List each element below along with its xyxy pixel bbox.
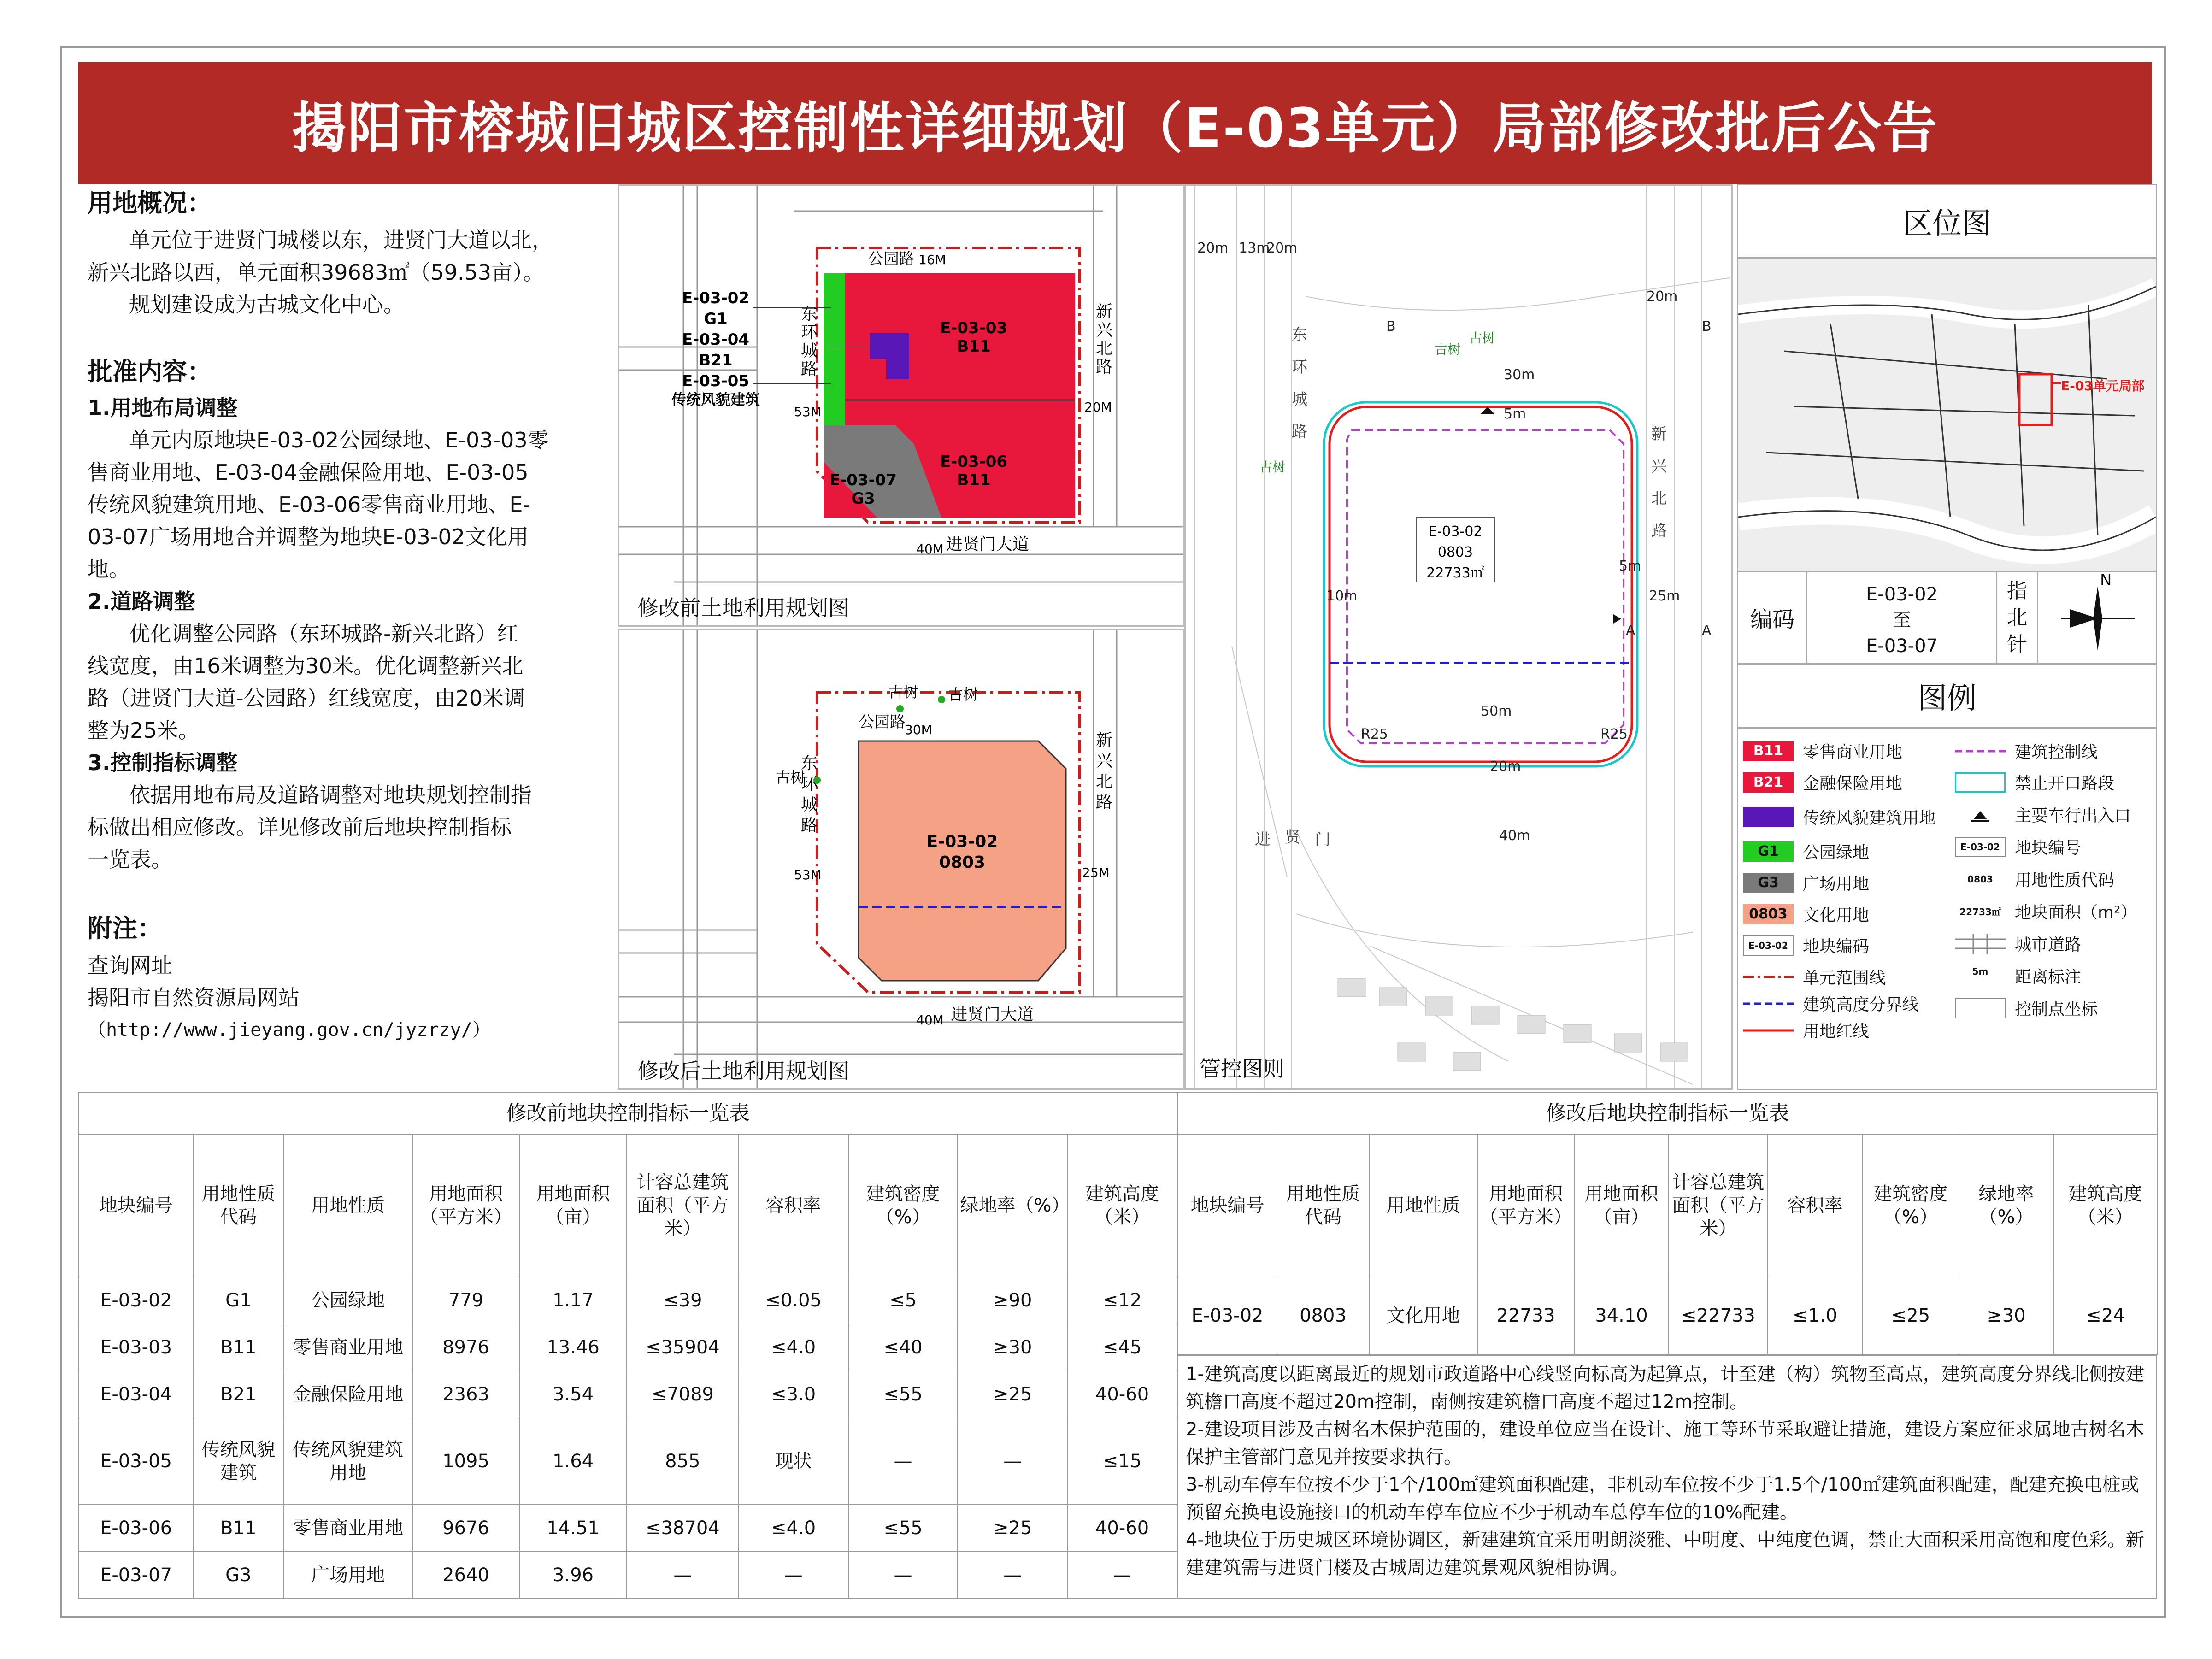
plot-label: E-03-04 bbox=[682, 330, 750, 349]
svg-text:路: 路 bbox=[1096, 793, 1113, 812]
svg-text:新: 新 bbox=[1096, 302, 1113, 321]
column-header: 用地性质 bbox=[284, 1134, 412, 1277]
approval-heading: 批准内容： bbox=[88, 357, 212, 386]
table-title: 修改前地块控制指标一览表 bbox=[79, 1093, 1177, 1134]
svg-text:城: 城 bbox=[1292, 390, 1307, 409]
legend-item: E-03-02 地块编号 bbox=[1955, 835, 2081, 859]
legend-item: 城市道路 bbox=[1955, 932, 2081, 955]
column-header: 容积率 bbox=[739, 1134, 848, 1277]
column-header: 计容总建筑面积（平方米） bbox=[627, 1134, 739, 1277]
legend-item: 单元范围线 bbox=[1803, 969, 1886, 988]
table-after bbox=[1177, 1092, 2157, 1355]
section-line: 单元内原地块E-03-02公园绿地、E-03-03零 bbox=[129, 428, 549, 453]
section-mark: B bbox=[1702, 318, 1712, 335]
map-before-caption: 修改前土地利用规划图 bbox=[637, 595, 849, 620]
table-before bbox=[78, 1092, 1177, 1599]
column-header: 用地性质代码 bbox=[193, 1134, 283, 1277]
table-row: E-03-06 B11 零售商业用地 9676 14.51 ≤38704 ≤4.0 ≤55 ≥25 40-60 bbox=[79, 1505, 1177, 1552]
width-label: 40M bbox=[916, 1012, 944, 1028]
section-line: 标做出相应修改。详见修改前后地块控制指标 bbox=[88, 815, 512, 840]
svg-text:新: 新 bbox=[1651, 425, 1667, 443]
column-header: 绿地率（%） bbox=[1959, 1134, 2053, 1277]
plot-label: 传统风貌建筑 bbox=[671, 391, 760, 408]
plot-area: 22733㎡ bbox=[1426, 565, 1484, 581]
svg-text:东: 东 bbox=[1292, 326, 1307, 344]
svg-text:城: 城 bbox=[801, 341, 818, 360]
svg-text:东: 东 bbox=[801, 754, 818, 773]
plot-code: 0803 bbox=[1437, 544, 1473, 560]
column-header: 计容总建筑面积（平方米） bbox=[1669, 1134, 1768, 1277]
map-after-caption: 修改后土地利用规划图 bbox=[637, 1059, 849, 1083]
control-map-drawing bbox=[1186, 186, 1731, 1088]
column-header: 用地性质代码 bbox=[1277, 1134, 1369, 1277]
table-title: 修改后地块控制指标一览表 bbox=[1178, 1093, 2157, 1134]
width-label: 30M bbox=[905, 722, 932, 737]
legend-item: 建筑高度分界线 bbox=[1803, 995, 1919, 1014]
svg-text:北: 北 bbox=[1096, 339, 1113, 358]
tree-label: 古树 bbox=[948, 686, 978, 703]
plot-label: G1 bbox=[704, 310, 728, 328]
section-title: 3.控制指标调整 bbox=[88, 750, 238, 775]
tree-label: 古树 bbox=[776, 769, 806, 786]
tree-label: 古树 bbox=[888, 683, 918, 701]
note-item: 4-地块位于历史城区环境协调区，新建建筑宜采用明朗淡雅、中明度、中纯度色调，禁止大面积采用高饱和度色彩。新建建筑需与进贤门楼及古城周边建筑景观风貌相协调。 bbox=[1186, 1530, 2144, 1578]
table-row: E-03-02 G1 公园绿地 779 1.17 ≤39 ≤0.05 ≤5 ≥90 ≤12 bbox=[79, 1277, 1177, 1324]
overview-line: 规划建设成为古城文化中心。 bbox=[129, 292, 405, 317]
section-line: 整为25米。 bbox=[88, 718, 200, 743]
note-item: 1-建筑高度以距离最近的规划市政道路中心线竖向标高为起算点，计至建（构）筑物至高点，建筑高度分界线北侧按建筑檐口高度不超过20m控制，南侧按建筑檐口高度不超过12m控制。 bbox=[1186, 1364, 2144, 1412]
legend-title: 图例 bbox=[1737, 664, 2157, 728]
plot-label: E-03-05 bbox=[682, 372, 750, 390]
width-label: 16M bbox=[918, 252, 946, 267]
column-header: 用地性质 bbox=[1369, 1134, 1477, 1277]
legend-item: E-03-02 地块编码 bbox=[1743, 934, 1869, 957]
map-before-panel bbox=[618, 184, 1184, 627]
plot-label: E-03-02 bbox=[926, 832, 998, 851]
svg-text:城: 城 bbox=[801, 795, 818, 814]
tree-label: 古树 bbox=[1469, 330, 1495, 346]
plot-label: E-03-02 bbox=[682, 289, 750, 307]
column-header: 建筑密度（%） bbox=[1862, 1134, 1959, 1277]
svg-text:新: 新 bbox=[1096, 731, 1113, 750]
svg-text:北: 北 bbox=[1096, 772, 1113, 791]
north-label: 指 北 针 bbox=[1996, 572, 2038, 663]
note-item: 3-机动车停车位按不少于1个/100㎡建筑面积配建，非机动车位按不少于1.5个/100㎡建筑面积配建，配建充换电桩或预留充换电设施接口的机动车停车位应不少于机动车总停车位的10%配建。 bbox=[1186, 1474, 2139, 1523]
notes-block bbox=[1177, 1355, 2157, 1599]
location-map bbox=[1737, 258, 2157, 571]
unit-marker bbox=[2019, 374, 2052, 425]
legend-body bbox=[1737, 728, 2157, 1090]
plot-label: E-03-07 bbox=[829, 471, 897, 489]
road-label: 进贤门大道 bbox=[951, 1005, 1034, 1024]
overview-heading: 用地概况： bbox=[88, 188, 212, 218]
section-line: 优化调整公园路（东环城路-新兴北路）红 bbox=[129, 621, 518, 646]
control-map-caption: 管控图则 bbox=[1200, 1056, 1284, 1081]
section-title: 2.道路调整 bbox=[88, 589, 195, 614]
width-label: 10m bbox=[1326, 588, 1358, 604]
legend-item: B11 零售商业用地 bbox=[1743, 739, 1902, 763]
table-row: E-03-03 B11 零售商业用地 8976 13.46 ≤35904 ≤4.0 ≤40 ≥30 ≤45 bbox=[79, 1324, 1177, 1371]
plot-label: B11 bbox=[957, 471, 991, 489]
location-legend-panel bbox=[1737, 184, 2157, 1090]
width-label: 5m bbox=[1619, 558, 1641, 574]
width-label: 20m bbox=[1266, 240, 1298, 256]
column-header: 容积率 bbox=[1768, 1134, 1862, 1277]
unit-marker-label: E-03单元局部 bbox=[2061, 378, 2145, 394]
tree-label: 古树 bbox=[1259, 459, 1286, 475]
north-arrow-icon bbox=[2042, 572, 2153, 663]
legend-item: 5m 距离标注 bbox=[1955, 964, 2081, 988]
section-line: 依据用地布局及道路调整对地块规划控制指 bbox=[129, 782, 532, 807]
appendix-line: 查询网址 bbox=[88, 953, 172, 978]
code-north-block bbox=[1737, 571, 2157, 664]
control-map-panel bbox=[1184, 184, 1733, 1090]
svg-text:路: 路 bbox=[1651, 522, 1667, 540]
table-row: E-03-02 0803 文化用地 22733 34.10 ≤22733 ≤1.0 ≤25 ≥30 ≤24 bbox=[1178, 1277, 2157, 1354]
appendix-line: 揭阳市自然资源局网站 bbox=[88, 985, 300, 1010]
section-line: 路（进贤门大道-公园路）红线宽度，由20米调 bbox=[88, 686, 525, 711]
svg-text:进: 进 bbox=[1255, 830, 1271, 849]
table-row: E-03-07 G3 广场用地 2640 3.96 — — — — — bbox=[79, 1552, 1177, 1599]
svg-text:路: 路 bbox=[1096, 358, 1113, 377]
plot-label: E-03-03 bbox=[940, 319, 1008, 337]
legend-item: G1 公园绿地 bbox=[1743, 840, 1869, 863]
plot-code: 0803 bbox=[939, 853, 986, 872]
svg-text:路: 路 bbox=[801, 816, 818, 835]
svg-text:环: 环 bbox=[1292, 358, 1307, 377]
column-header: 建筑密度（%） bbox=[848, 1134, 958, 1277]
width-label: 5m bbox=[1504, 406, 1526, 422]
table-header-row bbox=[79, 1134, 1177, 1277]
svg-text:门: 门 bbox=[1315, 830, 1330, 849]
appendix-heading: 附注： bbox=[88, 914, 162, 943]
legend-item: 22733㎡ 地块面积（m²） bbox=[1955, 900, 2137, 923]
width-label: 13m bbox=[1239, 240, 1270, 256]
column-header: 地块编号 bbox=[79, 1134, 193, 1277]
column-header: 地块编号 bbox=[1178, 1134, 1277, 1277]
column-header: 建筑高度（米） bbox=[1067, 1134, 1177, 1277]
width-label: 53M bbox=[794, 867, 822, 882]
width-label: 20m bbox=[1647, 288, 1678, 305]
section-line: 售商业用地、E-03-04金融保险用地、E-03-05 bbox=[88, 460, 529, 485]
description-panel bbox=[78, 184, 615, 1092]
column-header: 用地面积（亩） bbox=[1574, 1134, 1669, 1277]
width-label: 53M bbox=[794, 404, 822, 419]
legend-item: B21 金融保险用地 bbox=[1743, 771, 1902, 794]
section-line: 03-07广场用地合并调整为地块E-03-02文化用 bbox=[88, 524, 529, 549]
overview-line: 单元位于进贤门城楼以东，进贤门大道以北， bbox=[129, 228, 553, 253]
column-header: 用地面积（亩） bbox=[519, 1134, 627, 1277]
road-label: 进贤门大道 bbox=[946, 535, 1030, 554]
svg-text:路: 路 bbox=[801, 360, 818, 379]
legend-item: 用地红线 bbox=[1803, 1022, 1870, 1041]
location-map-drawing bbox=[1738, 259, 2156, 571]
section-line: 传统风貌建筑用地、E-03-06零售商业用地、E- bbox=[88, 492, 530, 517]
section-line: 一览表。 bbox=[88, 847, 172, 872]
section-line: 线宽度，由16米调整为30米。优化调整新兴北 bbox=[88, 653, 524, 678]
plot-label: E-03-06 bbox=[940, 453, 1008, 471]
section-line: 地。 bbox=[88, 557, 130, 582]
svg-text:环: 环 bbox=[801, 775, 818, 794]
column-header: 绿地率（%） bbox=[958, 1134, 1067, 1277]
table-header-row bbox=[1178, 1134, 2157, 1277]
page-title: 揭阳市榕城旧城区控制性详细规划（E-03单元）局部修改批后公告 bbox=[78, 62, 2152, 184]
column-header: 用地面积（平方米） bbox=[1477, 1134, 1574, 1277]
park-road-label: 公园路 bbox=[859, 713, 906, 731]
table-row: E-03-04 B21 金融保险用地 2363 3.54 ≤7089 ≤3.0 ≤55 ≥25 40-60 bbox=[79, 1371, 1177, 1418]
map-after-drawing bbox=[619, 630, 1183, 1088]
note-item: 2-建设项目涉及古树名木保护范围的，建设单位应当在设计、施工等环节采取避让措施，建设方案应征求属地古树名木保护主管部门意见并按要求执行。 bbox=[1186, 1419, 2144, 1468]
svg-text:北: 北 bbox=[1651, 489, 1667, 508]
plot-label: B11 bbox=[957, 337, 991, 356]
column-header: 用地面积（平方米） bbox=[412, 1134, 520, 1277]
radius-label: R25 bbox=[1361, 726, 1388, 742]
code-label: 编码 bbox=[1738, 572, 1807, 663]
map-after-panel bbox=[618, 629, 1184, 1090]
tree-label: 古树 bbox=[1435, 342, 1461, 357]
legend-item: 禁止开口路段 bbox=[1955, 771, 2114, 794]
legend-item: 0803 用地性质代码 bbox=[1955, 867, 2114, 891]
svg-text:东: 东 bbox=[801, 305, 818, 324]
svg-text:兴: 兴 bbox=[1651, 457, 1667, 476]
width-label: 40M bbox=[916, 541, 944, 557]
section-mark: A bbox=[1702, 623, 1712, 639]
plot-label: B21 bbox=[699, 351, 733, 370]
plot-label: E-03-02 bbox=[1428, 524, 1483, 540]
svg-text:贤: 贤 bbox=[1285, 828, 1300, 847]
legend-item: G3 广场用地 bbox=[1743, 871, 1869, 894]
svg-text:兴: 兴 bbox=[1096, 752, 1113, 771]
radius-label: R25 bbox=[1600, 726, 1628, 742]
section-mark: A bbox=[1626, 623, 1635, 639]
svg-text:N: N bbox=[2100, 572, 2112, 589]
legend-item: 控制点坐标 bbox=[1955, 996, 2098, 1020]
column-header: 建筑高度（米） bbox=[2053, 1134, 2157, 1277]
svg-text:环: 环 bbox=[801, 323, 818, 342]
width-label: 25m bbox=[1649, 588, 1680, 604]
svg-text:兴: 兴 bbox=[1096, 321, 1113, 340]
plot-label: G3 bbox=[851, 489, 875, 508]
width-label: 20m bbox=[1197, 240, 1229, 256]
legend-item: 建筑控制线 bbox=[2015, 743, 2098, 762]
map-before-drawing bbox=[619, 186, 1183, 625]
width-label: 20m bbox=[1490, 759, 1521, 775]
section-mark: B bbox=[1386, 318, 1396, 335]
svg-text:路: 路 bbox=[1292, 423, 1307, 441]
legend-item: 传统风貌建筑用地 bbox=[1743, 805, 1936, 829]
width-label: 25M bbox=[1082, 865, 1110, 880]
width-label: 50m bbox=[1481, 703, 1512, 719]
width-label: 40m bbox=[1499, 828, 1530, 844]
legend-item: 主要车行出入口 bbox=[1955, 803, 2131, 826]
vehicle-entrance-icon bbox=[1613, 614, 1621, 624]
code-value: E-03-02 至 E-03-07 bbox=[1866, 584, 1938, 657]
location-title: 区位图 bbox=[1737, 184, 2157, 258]
legend-item: 0803 文化用地 bbox=[1743, 902, 1869, 926]
overview-line: 新兴北路以西，单元面积39683㎡（59.53亩）。 bbox=[88, 260, 545, 285]
website-link[interactable]: （http://www.jieyang.gov.cn/jyzrzy/） bbox=[88, 1019, 491, 1041]
table-row: E-03-05 传统风貌建筑 传统风貌建筑用地 1095 1.64 855 现状 — — ≤15 bbox=[79, 1418, 1177, 1504]
section-title: 1.用地布局调整 bbox=[88, 395, 238, 420]
park-road-label: 公园路 bbox=[868, 250, 915, 268]
width-label: 30m bbox=[1504, 367, 1535, 383]
width-label: 20M bbox=[1084, 400, 1112, 415]
